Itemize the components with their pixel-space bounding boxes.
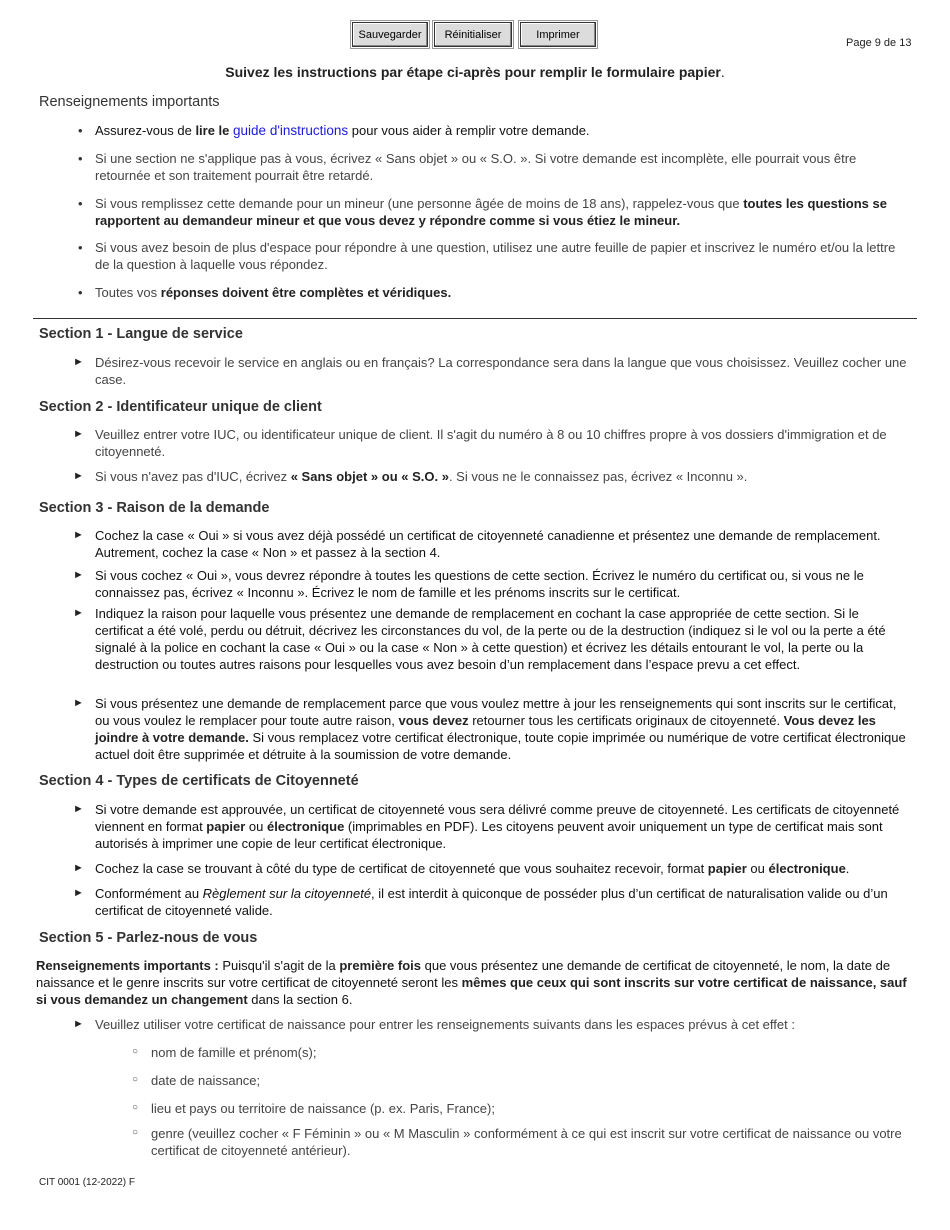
divider [33, 318, 917, 319]
form-code-footer: CIT 0001 (12-2022) F [39, 1177, 135, 1188]
instruction-guide-link[interactable]: guide d'instructions [233, 123, 349, 138]
list-item: ► Conformément au Règlement sur la citoyenneté, il est interdit à quiconque de posséder plus d’un certificat de naturalisation valide ou d’un certificat de citoyenneté valide. [95, 885, 910, 919]
list-item: • Toutes vos réponses doivent être complètes et véridiques. [95, 284, 910, 301]
list-item: • Si une section ne s'applique pas à vous, écrivez « Sans objet » ou « S.O. ». Si votre demande est incomplète, elle pourrait vous être retournée et son traitement pourrait être retardé. [95, 150, 910, 184]
page-title: Suivez les instructions par étape ci-après pour remplir le formulaire papier. [225, 64, 725, 80]
section-1-heading: Section 1 - Langue de service [39, 326, 243, 342]
list-item: ► Veuillez entrer votre IUC, ou identificateur unique de client. Il s'agit du numéro à 8 ou 10 chiffres propre à vos dossiers d'immigration et de citoyenneté. [95, 426, 910, 460]
sub-list-item: ○ genre (veuillez cocher « F Féminin » ou « M Masculin » conformément à ce qui est inscrit sur votre certificat de naissance ou votre certificat de citoyenneté antérieur). [151, 1125, 911, 1159]
save-button[interactable]: Sauvegarder [352, 22, 428, 47]
section-3-heading: Section 3 - Raison de la demande [39, 500, 270, 516]
list-item: ► Cochez la case se trouvant à côté du type de certificat de citoyenneté que vous souhaitez recevoir, format papier ou électronique. [95, 860, 910, 877]
page-number: Page 9 de 13 [846, 37, 912, 49]
list-item: ► Désirez-vous recevoir le service en anglais ou en français? La correspondance sera dans la langue que vous choisissez. Veuillez cocher une case. [95, 354, 910, 388]
sub-list-item: ○ date de naissance; [151, 1072, 911, 1089]
list-item: ► Cochez la case « Oui » si vous avez déjà possédé un certificat de citoyenneté canadienne et présentez une demande de remplacement. Autrement, cochez la case « Non » et passez à la section 4. [95, 527, 910, 561]
form-toolbar [352, 22, 596, 47]
list-item: ► Si vous cochez « Oui », vous devrez répondre à toutes les questions de cette section. Écrivez le numéro du certificat ou, si vous ne le connaissez pas, écrivez « Inconnu ». Écrivez le nom de famille et les prénoms inscrits sur le certificat. [95, 567, 910, 601]
list-item: • Si vous avez besoin de plus d'espace pour répondre à une question, utilisez une autre feuille de papier et inscrivez le numéro et/ou la lettre de la question à laquelle vous répondez. [95, 239, 910, 273]
list-item: ► Si votre demande est approuvée, un certificat de citoyenneté vous sera délivré comme preuve de citoyenneté. Les certificats de citoyenneté viennent en format papier ou électronique (imprimables en PDF). Les citoyens peuvent avoir uniquement un type de certificat mais sont autorisés à imprimer une copie de leur certificat électronique. [95, 801, 910, 852]
list-item: ► Veuillez utiliser votre certificat de naissance pour entrer les renseignements suivants dans les espaces prévus à cet effet : [95, 1016, 910, 1033]
list-item: • Assurez-vous de lire le guide d'instructions pour vous aider à remplir votre demande. [95, 122, 910, 139]
important-info-heading: Renseignements importants [39, 94, 220, 110]
section-5-important-paragraph: Renseignements importants : Puisqu'il s'agit de la première fois que vous présentez une demande de certificat de citoyenneté, le nom, la date de naissance et le genre inscrits sur votre certificat de citoyenneté seront les mêmes que ceux qui sont inscrits sur votre certificat de naissance, sauf si vous demandez un changement dans la section 6. [36, 958, 907, 1007]
list-item: • Si vous remplissez cette demande pour un mineur (une personne âgée de moins de 18 ans), rappelez-vous que toutes les questions se rapportent au demandeur mineur et que vous devez y répondre comme si vous étiez le mineur. [95, 195, 910, 229]
list-item: ► Si vous présentez une demande de remplacement parce que vous voulez mettre à jour les renseignements qui sont inscrits sur le certificat, ou vous voulez le remplacer pour toute autre raison, vous devez retourner tous les certificats originaux de citoyenneté. Vous devez les joindre à votre demande. Si vous remplacez votre certificat électronique, toute copie imprimée ou numérique de votre certificat électronique actuel doit être supprimée et détruite à la soumission de votre demande. [95, 695, 910, 763]
sub-list-item: ○ nom de famille et prénom(s); [151, 1044, 911, 1061]
print-button[interactable]: Imprimer [520, 22, 596, 47]
section-2-heading: Section 2 - Identificateur unique de client [39, 399, 322, 415]
sub-list-item: ○ lieu et pays ou territoire de naissance (p. ex. Paris, France); [151, 1100, 911, 1117]
list-item: ► Si vous n'avez pas d'IUC, écrivez « Sans objet » ou « S.O. ». Si vous ne le connaissez pas, écrivez « Inconnu ». [95, 468, 910, 485]
list-item: ► Indiquez la raison pour laquelle vous présentez une demande de remplacement en cochant la case appropriée de cette section. Si le certificat a été volé, perdu ou détruit, décrivez les circonstances du vol, de la perte ou de la destruction (indiquez si le vol ou la perte a été signalé à la police en cochant la case « Oui » ou la case « Non » à cette question) et écrivez les détails entourant le vol, la perte ou la destruction ou toutes autres raisons pour lesquelles vous avez besoin d’un remplacement dans l’espace prevu a cet effect. [95, 605, 910, 673]
reset-button[interactable]: Réinitialiser [434, 22, 512, 47]
section-4-heading: Section 4 - Types de certificats de Citoyenneté [39, 773, 359, 789]
section-5-heading: Section 5 - Parlez-nous de vous [39, 930, 258, 946]
